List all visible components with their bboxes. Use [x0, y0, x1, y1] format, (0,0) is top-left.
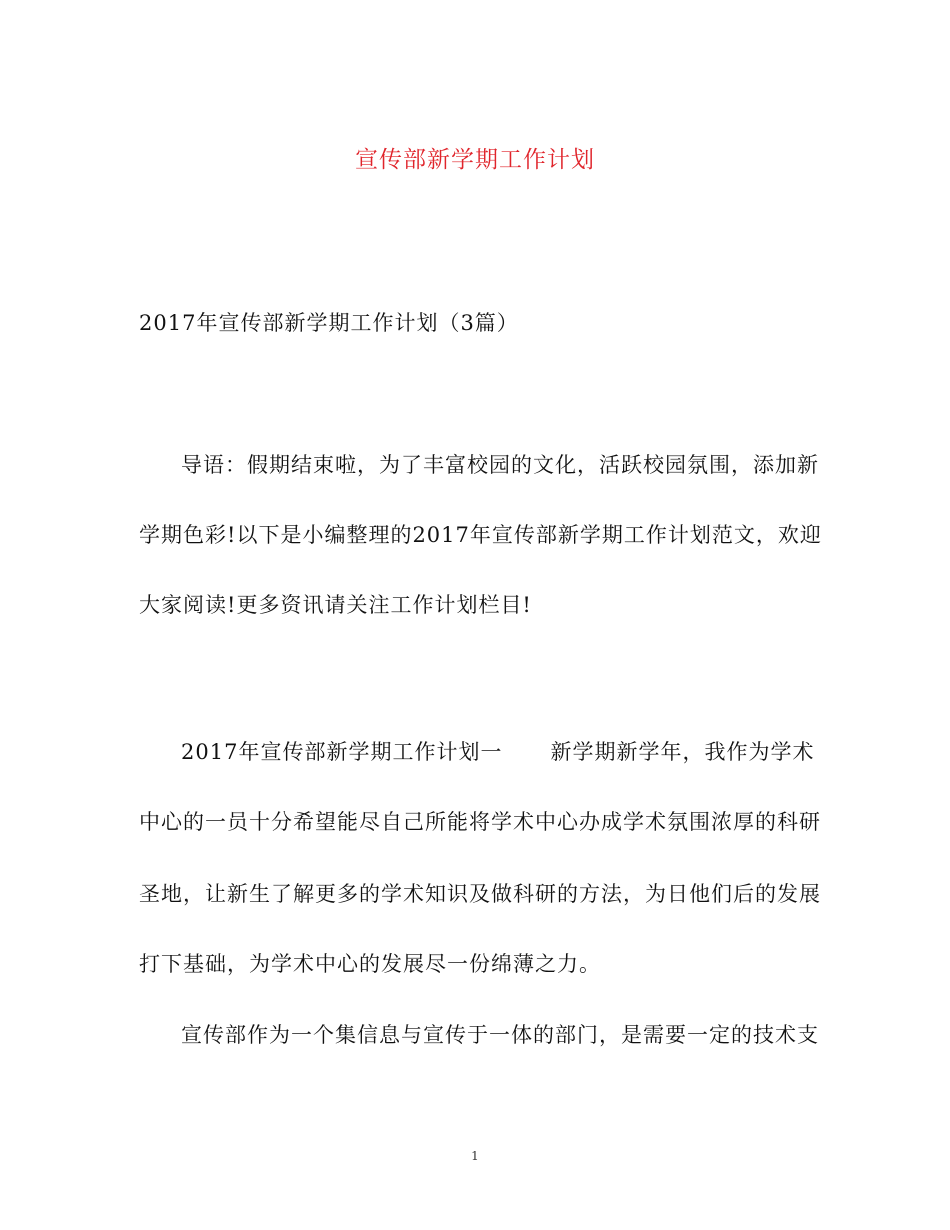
section1-line-4: 打下基础，为学术中心的发展尽一份绵薄之力。: [139, 952, 601, 976]
section1-first-line: [181, 734, 831, 770]
intro-line-1: 导语：假期结束啦，为了丰富校园的文化，活跃校园氛围，添加新: [181, 453, 819, 477]
section1-line-1: 新学期新学年，我作为学术: [550, 740, 815, 764]
section1-heading: 2017年宣传部新学期工作计划一: [181, 740, 503, 764]
section1-line-3: 圣地，让新生了解更多的学术知识及做科研的方法，为日他们后的发展: [139, 882, 821, 906]
page-number: 1: [471, 1149, 479, 1163]
section2-line-1: 宣传部作为一个集信息与宣传于一体的部门，是需要一定的技术支: [181, 1023, 819, 1047]
document-subtitle: 2017年宣传部新学期工作计划（3篇）: [139, 311, 519, 335]
document-title: 宣传部新学期工作计划: [355, 147, 595, 173]
section1-line-2: 中心的一员十分希望能尽自己所能将学术中心办成学术氛围浓厚的科研: [139, 810, 821, 834]
intro-line-3: 大家阅读!更多资讯请关注工作计划栏目!: [139, 593, 532, 617]
intro-line-2: 学期色彩!以下是小编整理的2017年宣传部新学期工作计划范文，欢迎: [139, 523, 822, 547]
